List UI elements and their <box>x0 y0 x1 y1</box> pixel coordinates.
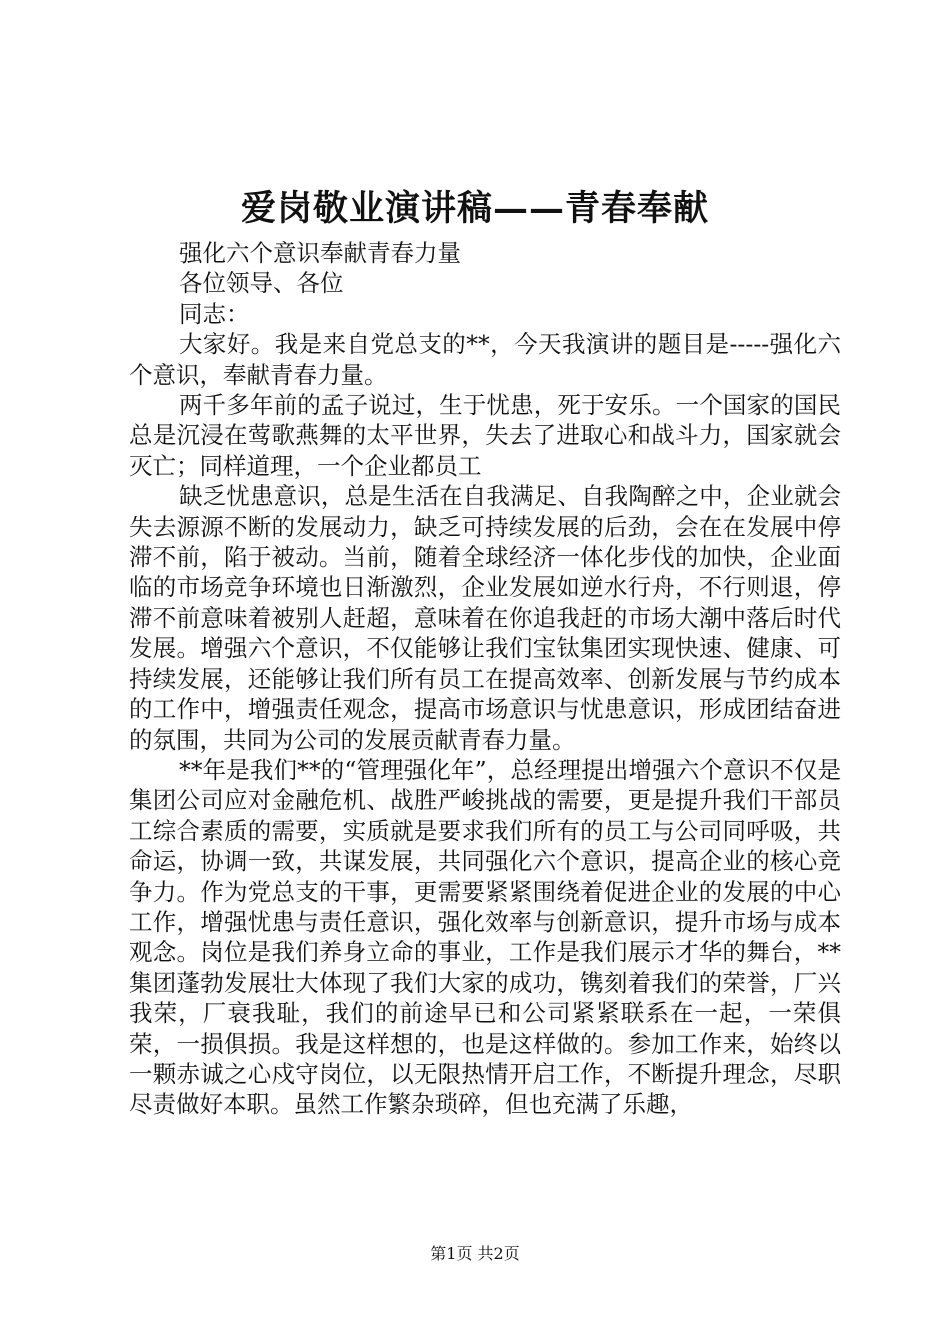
page-number-footer: 第1页 共2页 <box>430 1244 520 1263</box>
body-paragraph: 大家好。我是来自党总支的**，今天我演讲的题目是-----强化六个意识，奉献青春力量。 <box>129 330 841 389</box>
document-body <box>129 238 841 1120</box>
salutation-line: 各位领导、各位 <box>179 269 344 298</box>
body-paragraph: 两千多年前的孟子说过，生于忧患，死于安乐。一个国家的国民总是沉浸在莺歌燕舞的太平世界，失去了进取心和战斗力，国家就会灭亡；同样道理，一个企业都员工 <box>129 391 841 480</box>
body-paragraph: 缺乏忧患意识，总是生活在自我满足、自我陶醉之中，企业就会失去源源不断的发展动力，缺乏可持续发展的后劲，会在在发展中停滞不前，陷于被动。当前，随着全球经济一体化步伐的加快，企业面临的市场竞争环境也日渐激烈，企业发展如逆水行舟，不行则退，停滞不前意味着被别人赶超，意味着在你追我赶的市场大潮中落后时代发展。增强六个意识，不仅能够让我们宝钛集团实现快速、健康、可持续发展，还能够让我们所有员工在提高效率、创新发展与节约成本的工作中，增强责任观念，提高市场意识与忧患意识，形成团结奋进的氛围，共同为公司的发展贡献青春力量。 <box>129 482 841 754</box>
body-paragraph: **年是我们**的“管理强化年”，总经理提出增强六个意识不仅是集团公司应对金融危机、战胜严峻挑战的需要，更是提升我们干部员工综合素质的需要，实质就是要求我们所有的员工与公司同呼吸，共命运，协调一致，共谋发展，共同强化六个意识，提高企业的核心竞争力。作为党总支的干事，更需要紧紧围绕着促进企业的发展的中心工作，增强忧患与责任意识，强化效率与创新意识，提升市场与成本观念。岗位是我们养身立命的事业，工作是我们展示才华的舞台，**集团蓬勃发展壮大体现了我们大家的成功，镌刻着我们的荣誉，厂兴我荣，厂衰我耻，我们的前途早已和公司紧紧联系在一起，一荣俱荣，一损俱损。我是这样想的，也是这样做的。参加工作来，始终以一颗赤诚之心戍守岗位，以无限热情开启工作，不断提升理念，尽职尽责做好本职。虽然工作繁杂琐碎，但也充满了乐趣， <box>129 755 841 1119</box>
salutation-line: 同志： <box>179 299 250 328</box>
document-title: 爱岗敬业演讲稿——青春奉献 <box>240 188 709 229</box>
subtitle-paragraph: 强化六个意识奉献青春力量 <box>179 239 461 267</box>
